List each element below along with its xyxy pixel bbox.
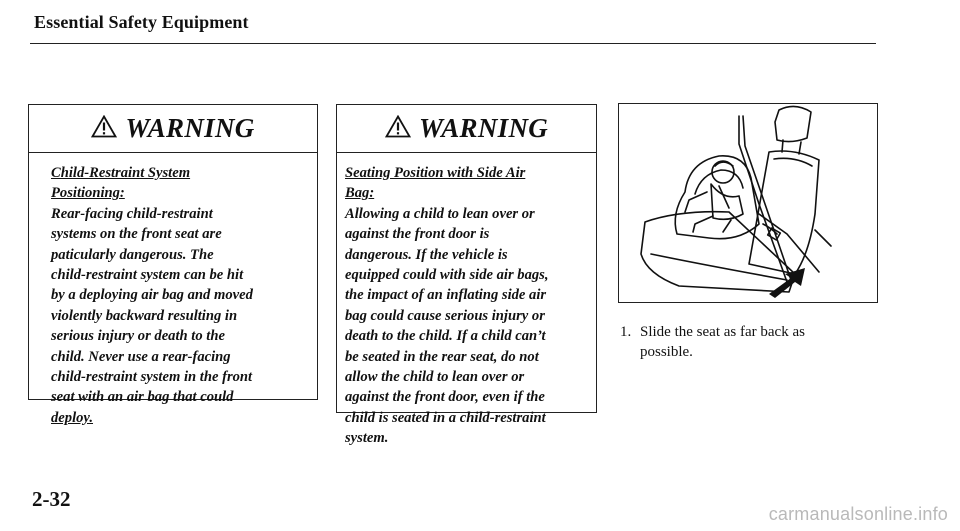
header-divider — [30, 43, 876, 44]
warning-box-side-air-bag — [336, 104, 597, 447]
warning-text-line: against the front door, even if the — [345, 389, 545, 406]
warning-text-line: deploy. — [51, 409, 94, 426]
warning-subheading: Positioning: — [51, 185, 125, 202]
step-number: 1. — [620, 324, 632, 340]
warning-subheading: Child-Restraint System — [51, 165, 191, 181]
page-header-title: Essential Safety Equipment — [34, 12, 249, 32]
warning-text-line: bag could cause serious injury or — [345, 307, 545, 324]
warning-box-child-restraint — [28, 104, 318, 426]
step-text-line: possible. — [640, 344, 693, 360]
warning-text-line: paticularly dangerous. The — [51, 246, 214, 263]
warning-text-line: Rear-facing child-restraint — [51, 205, 213, 222]
watermark: carmanualsonline.info — [768, 504, 948, 524]
warning-text-line: systems on the front seat are — [51, 226, 222, 243]
warning-title: WARNING — [418, 113, 549, 143]
page-number: 2-32 — [32, 487, 71, 511]
warning-text-line: Allowing a child to lean over or — [345, 205, 535, 222]
warning-header — [29, 105, 317, 153]
warning-text-line: system. — [345, 430, 389, 447]
warning-text-line: allow the child to lean over or — [345, 369, 525, 386]
warning-text-line: dangerous. If the vehicle is — [345, 246, 508, 263]
warning-header — [337, 105, 596, 153]
warning-text-line: by a deploying air bag and moved — [51, 287, 253, 304]
warning-text-line: against the front door is — [345, 226, 490, 243]
warning-text-line: child-restraint system in the front — [51, 369, 253, 386]
warning-text-line: equipped could with side air bags, — [345, 267, 549, 284]
step-text-line: Slide the seat as far back as — [640, 324, 805, 340]
warning-triangle-icon — [385, 115, 411, 143]
warning-title: WARNING — [125, 113, 255, 143]
warning-text-line: child. Never use a rear-facing — [51, 348, 231, 365]
warning-text-line: be seated in the rear seat, do not — [345, 348, 539, 365]
child-seat-illustration — [618, 103, 878, 303]
warning-body — [29, 153, 317, 428]
warning-text-line: child-restraint system can be hit — [51, 267, 244, 284]
warning-text-line: serious injury or death to the — [51, 328, 225, 345]
car-seat-with-child-icon — [619, 104, 876, 301]
warning-text-line: child is seated in a child-restraint — [345, 409, 546, 426]
warning-text-line: seat with an air bag that could — [51, 389, 234, 406]
warning-subheading: Bag: — [345, 185, 375, 202]
warning-subheading: Seating Position with Side Air — [345, 165, 526, 181]
warning-body — [337, 153, 596, 449]
instruction-step-1 — [620, 322, 850, 362]
warning-text-line: death to the child. If a child can’t — [345, 328, 546, 345]
warning-text-line: the impact of an inflating side air — [345, 287, 547, 304]
warning-triangle-icon — [91, 115, 117, 143]
warning-text-line: violently backward resulting in — [51, 307, 238, 324]
